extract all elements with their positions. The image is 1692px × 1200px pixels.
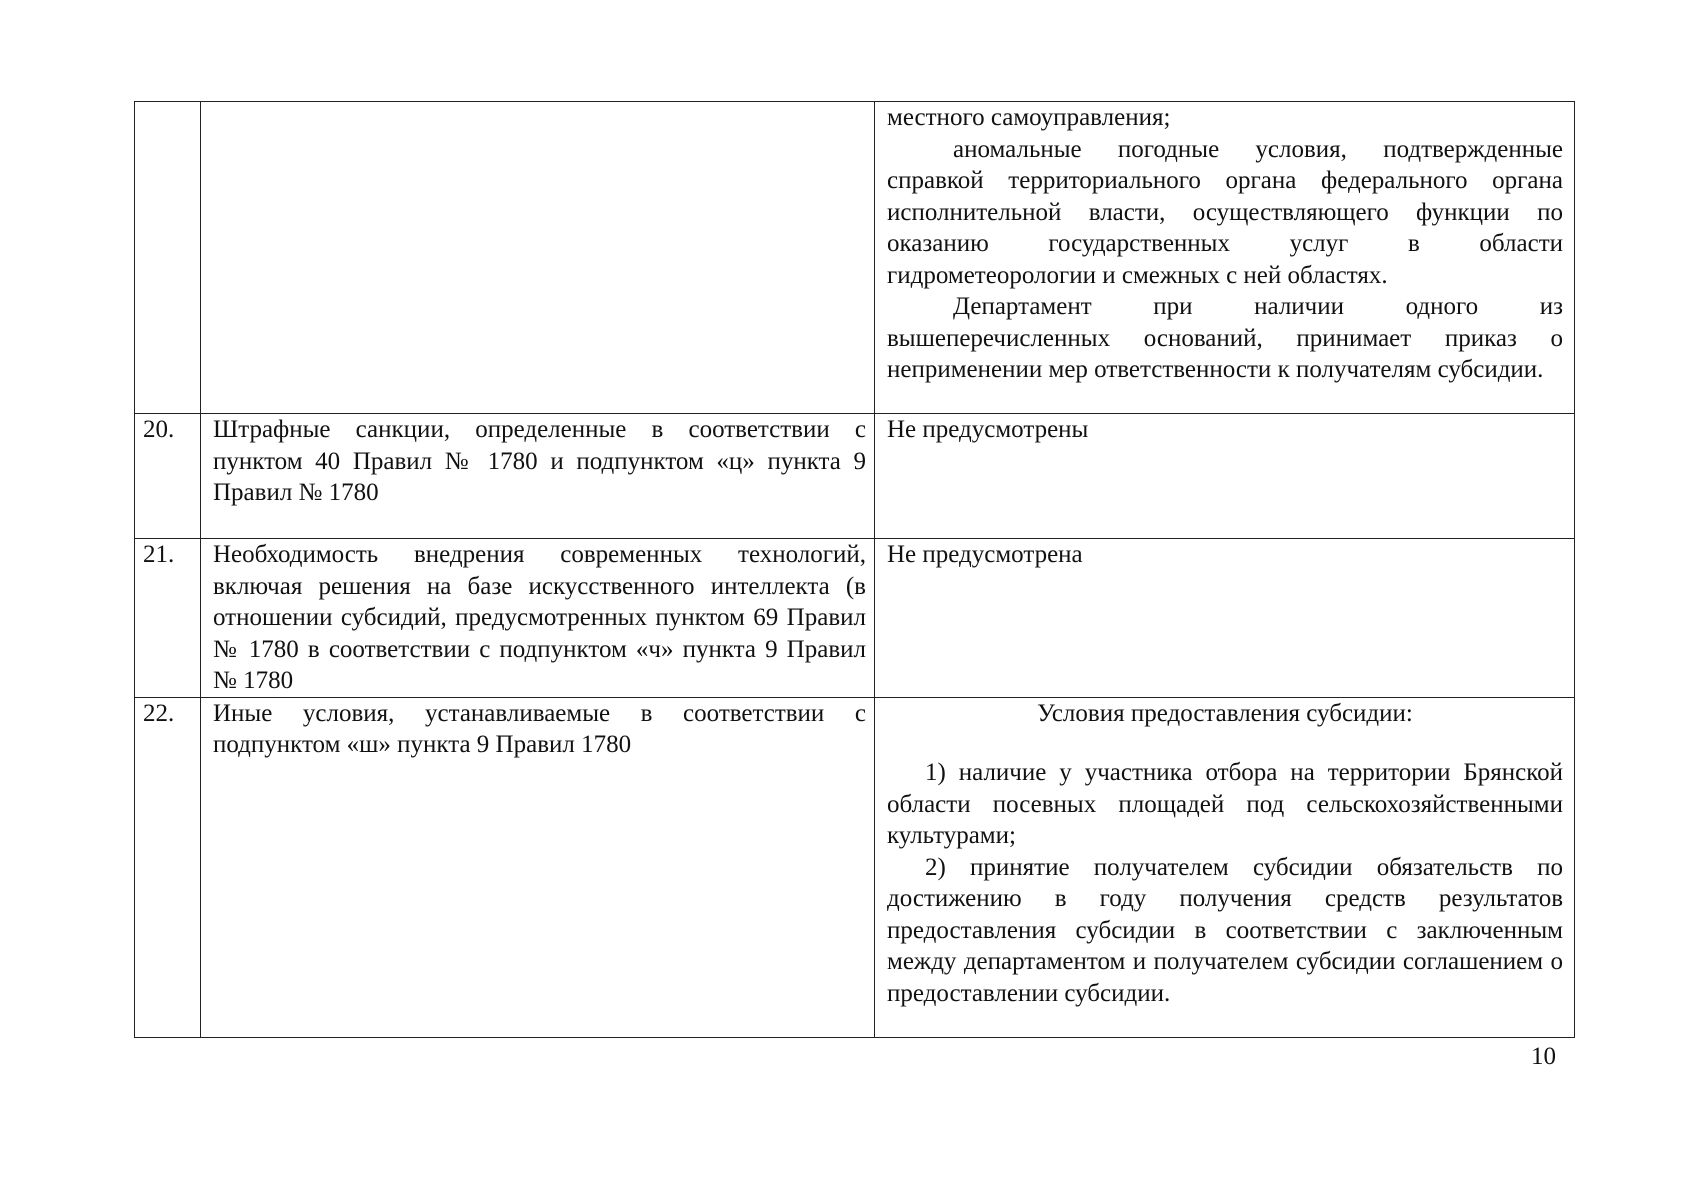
condition-item: 1) наличие у участника отбора на территории Брянской области посевных площадей под сельскохозяйственными культурами; — [887, 759, 1563, 849]
row-number: 21. — [135, 539, 201, 698]
page-number: 10 — [1531, 1043, 1556, 1070]
row-number: 20. — [135, 414, 201, 539]
condition-name: Необходимость внедрения современных технологий, включая решения на базе искусственного интеллекта (в отношении субсидий, предусмотренных пунктом 69 Правил № 1780 в соответствии с подпунктом «ч» пункта 9 Правил № 1780 — [201, 539, 875, 698]
table-row — [135, 414, 1575, 539]
spacer — [887, 729, 1563, 757]
condition-value — [875, 697, 1575, 1037]
condition-value: Не предусмотрена — [875, 539, 1575, 698]
condition-name — [201, 102, 875, 414]
condition-value: Не предусмотрены — [875, 414, 1575, 539]
conditions-heading: Условия предоставления субсидии: — [1037, 699, 1413, 727]
table-row — [135, 539, 1575, 698]
paragraph-weather-conditions: аномальные погодные условия, подтвержденные справкой территориального органа федерального органа исполнительной власти, осуществляющего функции по оказанию государственных услуг в области гидрометеорологии и смежных с ней областях. — [887, 135, 1563, 289]
condition-name: Штрафные санкции, определенные в соответствии с пунктом 40 Правил № 1780 и подпунктом «ц» пункта 9 Правил № 1780 — [201, 414, 875, 539]
conditions-table — [134, 101, 1575, 1038]
condition-name: Иные условия, устанавливаемые в соответствии с подпунктом «ш» пункта 9 Правил 1780 — [201, 697, 875, 1037]
row-number — [135, 102, 201, 414]
paragraph-department-order: Департамент при наличии одного из вышеперечисленных оснований, принимает приказ о неприменении мер ответственности к получателям субсидии. — [887, 293, 1563, 383]
condition-item: 2) принятие получателем субсидии обязательств по достижению в году получения средств результатов предоставления субсидии в соответствии с заключенным между департаментом и получателем субсидии соглашением о предоставлении субсидии. — [887, 853, 1563, 1007]
table-row — [135, 697, 1575, 1037]
paragraph-continuation: местного самоуправления; — [887, 104, 1171, 131]
table-row — [135, 102, 1575, 414]
condition-value — [875, 102, 1575, 414]
row-number: 22. — [135, 697, 201, 1037]
